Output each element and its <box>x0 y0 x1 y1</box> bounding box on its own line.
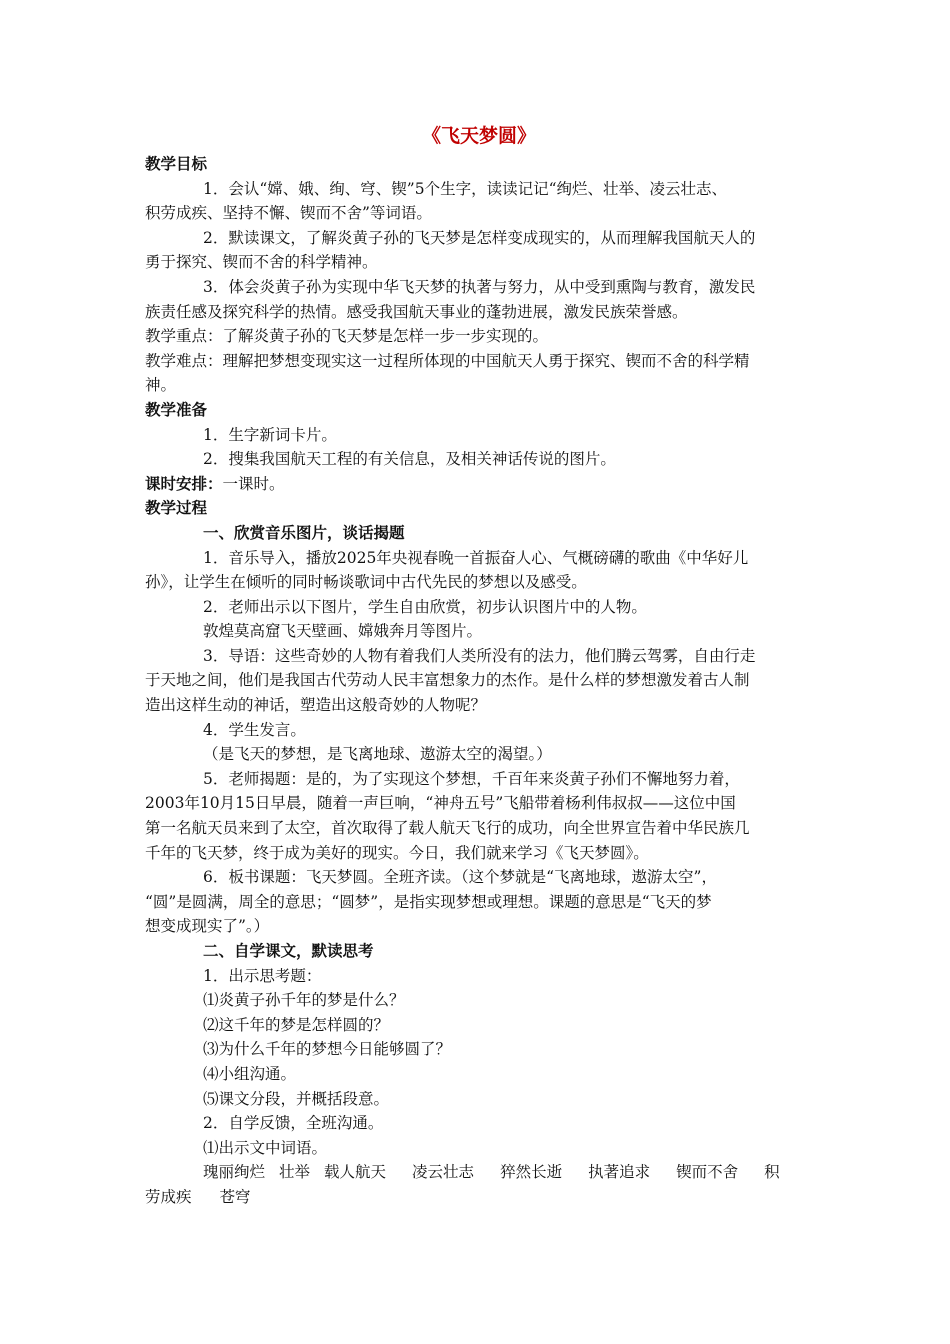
text-line: 千年的飞天梦，终于成为美好的现实。今日，我们就来学习《飞天梦圆》。 <box>145 843 649 862</box>
document-title: 《飞天梦圆》 <box>421 125 536 147</box>
text-line <box>145 472 813 497</box>
text-line: 第一名航天员来到了太空，首次取得了载人航天飞行的成功，向全世界宣告着中华民族几 <box>145 819 750 838</box>
text-line: 2．老师出示以下图片，学生自由欣赏，初步认识图片中的人物。 <box>203 597 647 616</box>
text-line: 二、自学课文，默读思考 <box>203 941 374 960</box>
label: 课时安排： <box>145 473 223 493</box>
text-line: （是飞天的梦想，是飞离地球、遨游太空的渴望。） <box>203 745 552 764</box>
text-line: ⑸课文分段，并概括段意。 <box>203 1089 390 1108</box>
text-line: 1．生字新词卡片。 <box>203 425 337 444</box>
text-line: 教学难点：理解把梦想变现实这一过程所体现的中国航天人勇于探究、锲而不舍的科学精 <box>145 351 750 370</box>
vocab-line <box>145 1160 813 1185</box>
text-line: 2．默读课文，了解炎黄子孙的飞天梦是怎样变成现实的，从而理解我国航天人的 <box>203 228 756 247</box>
vocab-line-2 <box>145 1185 813 1210</box>
text-line: 教学准备 <box>145 399 208 419</box>
vocab-word: 载人航天 <box>324 1163 387 1182</box>
text-line: 1．出示思考题： <box>203 966 322 985</box>
vocab-word: 猝然长逝 <box>500 1163 563 1182</box>
text-line: 于天地之间，他们是我国古代劳动人民丰富想象力的杰作。是什么样的梦想激发着古人制 <box>145 671 750 690</box>
text-line: 族责任感及探究科学的热情。感受我国航天事业的蓬勃进展，激发民族荣誉感。 <box>145 302 688 321</box>
text-line: 一、欣赏音乐图片，谈话揭题 <box>203 522 405 542</box>
vocab-word: 瑰丽绚烂 <box>203 1163 266 1182</box>
vocab-word: 凌云壮志 <box>412 1163 475 1182</box>
text-line: 3．体会炎黄子孙为实现中华飞天梦的执著与努力，从中受到熏陶与教育，激发民 <box>203 277 756 296</box>
document-body <box>145 152 813 1160</box>
text-line: 教学目标 <box>145 154 208 173</box>
text-line: 勇于探究、锲而不舍的科学精神。 <box>145 253 378 272</box>
text-line: “圆”是圆满，周全的意思；“圆梦”，是指实现梦想或理想。课题的意思是“飞天的梦 <box>145 892 712 911</box>
text-line: ⑷小组沟通。 <box>203 1064 297 1083</box>
vocab-word: 积 <box>764 1163 780 1182</box>
text-line: 想变成现实了”。） <box>145 917 270 936</box>
text-line: 1．会认“嫦、娥、绚、穹、锲”5个生字，读读记记“绚烂、壮举、凌云壮志、 <box>203 179 727 198</box>
document-page <box>145 120 813 1210</box>
text-line: 5．老师揭题：是的，为了实现这个梦想，千百年来炎黄子孙们不懈地努力着， <box>203 769 740 788</box>
text-line: 6．板书课题：飞天梦圆。全班齐读。（这个梦就是“飞离地球，遨游太空”， <box>203 868 717 887</box>
text-line: ⑶为什么千年的梦想今日能够圆了？ <box>203 1040 452 1059</box>
text-line: 2003年10月15日早晨，随着一声巨响，“神舟五号”飞船带着杨利伟叔叔——这位中国 <box>145 794 736 813</box>
text-line: 造出这样生动的神话，塑造出这般奇妙的人物呢？ <box>145 696 487 715</box>
vocab-word: 劳成疾 <box>145 1187 192 1206</box>
text-line: ⑵这千年的梦是怎样圆的？ <box>203 1015 390 1034</box>
text-line: 积劳成疾、坚持不懈、锲而不舍”等词语。 <box>145 204 432 223</box>
text-line: 4．学生发言。 <box>203 720 306 739</box>
text-line: 3．导语：这些奇妙的人物有着我们人类所没有的法力，他们腾云驾雾，自由行走 <box>203 646 756 665</box>
text-line: 教学过程 <box>145 498 208 518</box>
vocab-word: 壮举 <box>279 1163 311 1182</box>
text-line: 敦煌莫高窟飞天壁画、嫦娥奔月等图片。 <box>203 622 483 641</box>
value: 一课时。 <box>222 474 285 493</box>
text-line: ⑴出示文中词语。 <box>203 1138 328 1157</box>
vocab-word: 苍穹 <box>219 1187 251 1206</box>
vocab-word: 锲而不舍 <box>676 1163 739 1182</box>
text-line: ⑴炎黄子孙千年的梦是什么？ <box>203 991 405 1010</box>
text-line: 1．音乐导入，播放2025年央视春晚一首振奋人心、气概磅礴的歌曲《中华好儿 <box>203 548 749 567</box>
text-line: 神。 <box>145 376 177 395</box>
vocab-word: 执著追求 <box>588 1163 651 1182</box>
text-line: 2．搜集我国航天工程的有关信息，及相关神话传说的图片。 <box>203 450 616 469</box>
text-line: 2．自学反馈，全班沟通。 <box>203 1114 384 1133</box>
text-line: 教学重点：了解炎黄子孙的飞天梦是怎样一步一步实现的。 <box>145 327 549 346</box>
text-line: 孙》，让学生在倾听的同时畅谈歌词中古代先民的梦想以及感受。 <box>145 573 587 592</box>
